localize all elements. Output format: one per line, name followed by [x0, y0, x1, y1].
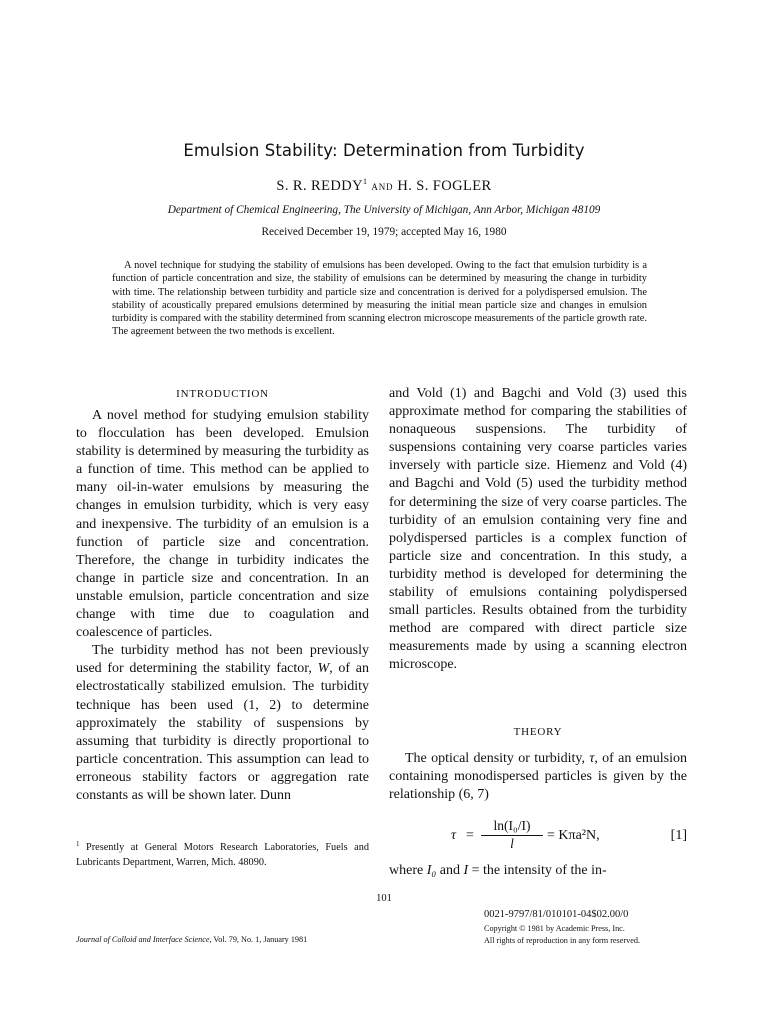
- publication-code: 0021-9797/81/010101-04$02.00/0: [484, 909, 629, 920]
- received-dates: Received December 19, 1979; accepted May 16, 1980: [261, 226, 507, 238]
- equation-equals: =: [466, 828, 474, 843]
- journal-citation: [76, 935, 307, 944]
- intro-p2-text-b: , of an electrostatically stabilized emulsion. The turbidity technique has been used (1, 2) to determine approximately the stability of suspensions by assuming that turbidity is directly proportional to particle concentration. This assumption can lead to erroneous stability factors or aggregation rate constants as will be shown later. Dunn: [76, 661, 369, 803]
- equation-numerator: ln(I₀/I): [481, 818, 543, 836]
- author-line: [60, 177, 708, 195]
- abstract: A novel technique for studying the stability of emulsions has been developed. Owing to the fact that emulsion turbidity is a function of particle concentration and size, the stability of emulsions can be determined by measuring the change in turbidity with time. The relationship between turbidity and particle size and concentration is derived for a polydispersed emulsion. The stability of acoustically prepared emulsions determined by measuring the initial mean particle size and changes in emulsion turbidity is compared with the stability determined from scanning electron microscope measurements of the particle growth rate. The agreement between the two methods is excellent.: [112, 260, 647, 338]
- theory-paragraph-2: [389, 862, 687, 880]
- page-number: 101: [376, 893, 392, 904]
- intro-paragraph-2-continued: and Vold (1) and Bagchi and Vold (3) used this approximate method for comparing the stabilities of nonaqueous suspensions. The turbidity of suspensions containing very coarse particles varies inversely with particle size. Hiemenz and Vold (4) and Bagchi and Vold (5) used the turbidity method for determining the size of very coarse particles. The turbidity of an emulsion containing very fine and polydispersed particles is a complex function of particle size and concentration. In this study, a turbidity method is developed for determining the stability of emulsions containing polydispersed small particles. Results obtained from the turbidity method are compared with direct particle size measurements made by using a scanning electron microscope.: [389, 386, 687, 673]
- footnote-text: Presently at General Motors Research Laboratories, Fuels and Lubricants Department, Warren, Mich. 48090.: [76, 842, 369, 868]
- article-title: Emulsion Stability: Determination from Turbidity: [183, 141, 585, 160]
- equation-denominator: l: [510, 836, 514, 851]
- equation-fraction: [481, 818, 543, 852]
- stability-factor-symbol: W: [317, 661, 330, 677]
- copyright-notice: [484, 923, 640, 946]
- right-column: [389, 385, 687, 675]
- affiliation: Department of Chemical Engineering, The University of Michigan, Ann Arbor, Michigan 48109: [167, 204, 601, 216]
- journal-issue: , Vol. 79, No. 1, January 1981: [209, 935, 308, 944]
- equation-lhs: τ: [451, 828, 457, 843]
- equation-number: [1]: [670, 828, 687, 843]
- footnote: [76, 837, 369, 870]
- author-fogler: H. S. FOGLER: [397, 178, 492, 194]
- theory-p1-text-a: The optical density or turbidity,: [405, 751, 590, 766]
- incident-intensity-symbol: I₀: [426, 863, 437, 878]
- journal-name: Journal of Colloid and Interface Science: [76, 935, 210, 944]
- equation-1: [389, 818, 687, 858]
- theory-heading: THEORY: [513, 726, 563, 738]
- author-footnote-mark: 1: [362, 177, 368, 186]
- author-conjunction: and: [371, 178, 394, 193]
- theory-p2-text-c: = the intensity of the in-: [468, 863, 607, 878]
- theory-p1-text-b: , of an emulsion containing monodispersed particles is given by the relationship (6, 7): [389, 751, 687, 803]
- theory-paragraph-1: [389, 750, 687, 804]
- tau-symbol: τ: [589, 751, 595, 766]
- copyright-line-1: Copyright © 1981 by Academic Press, Inc.: [484, 924, 625, 933]
- intro-p2-text-a: The turbidity method has not been previously used for determining the stability factor,: [76, 643, 369, 677]
- left-column: [76, 407, 369, 805]
- theory-p2-text-a: where: [389, 863, 427, 878]
- intro-paragraph-2: [76, 642, 369, 805]
- intro-paragraph-1: A novel method for studying emulsion stability to flocculation has been developed. Emulsion stability is determined by measuring the turbidity as a function of time. This method can be applied to many oil-in-water emulsions by measuring the changes in emulsion turbidity, which is very easy and inexpensive. The turbidity of an emulsion is a function of particle size and concentration. Therefore, the change in turbidity indicates the change in particle size and concentration. In an unstable emulsion, particle concentration and size change with time due to coagulation and coalescence of particles.: [76, 408, 369, 641]
- theory-p2-text-b: and: [436, 863, 464, 878]
- author-reddy: S. R. REDDY: [276, 178, 363, 194]
- introduction-heading: INTRODUCTION: [176, 388, 269, 400]
- footnote-mark: 1: [76, 840, 80, 848]
- transmitted-intensity-symbol: I: [463, 863, 469, 878]
- equation-rhs: = Kπa²N,: [547, 828, 600, 843]
- copyright-line-2: All rights of reproduction in any form reserved.: [484, 935, 640, 945]
